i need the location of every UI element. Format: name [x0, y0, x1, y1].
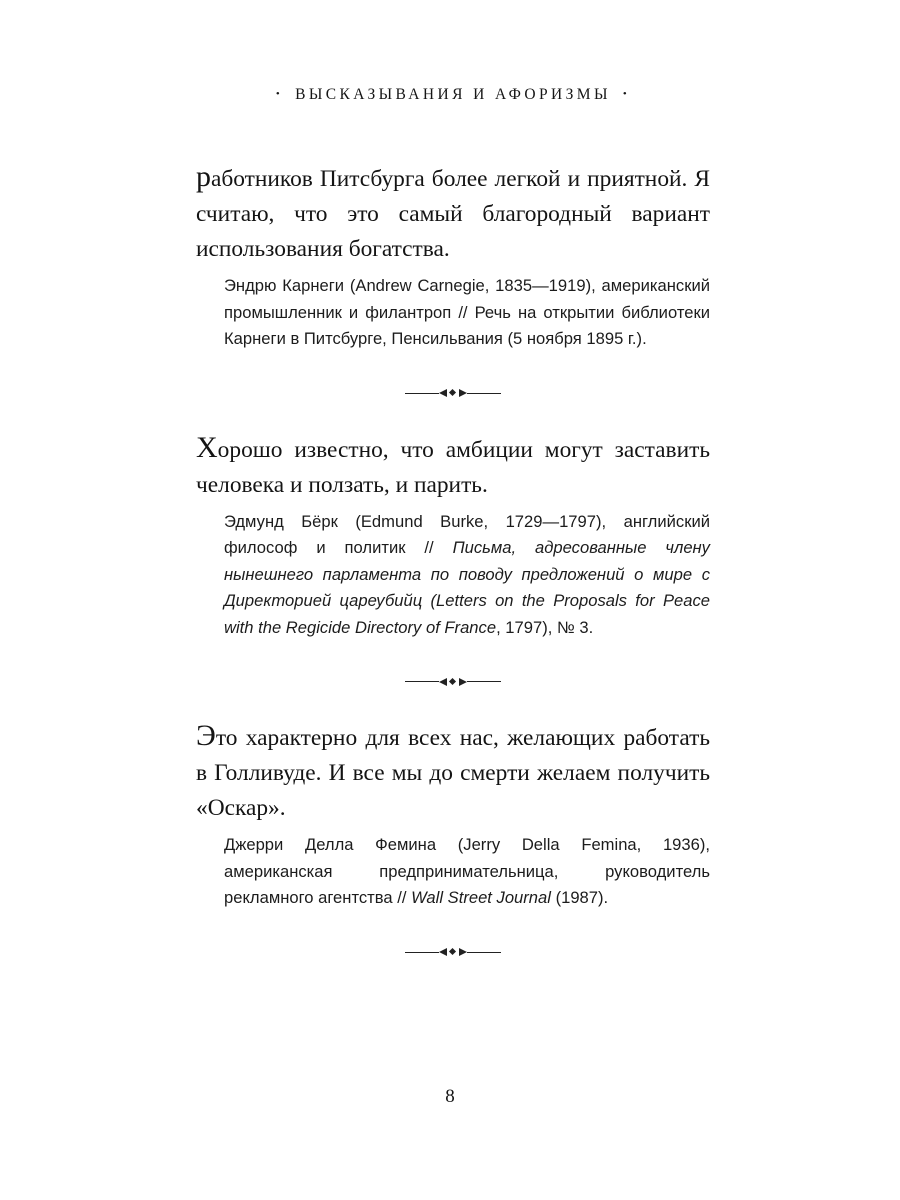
- quote-source: [224, 832, 710, 912]
- quote-text: Это характерно для всех нас, желающих работать в Голливуде. И все мы до смерти желаем получить «Оскар».: [196, 719, 710, 821]
- divider-line-left: [405, 952, 439, 953]
- source-text: , 1797), № 3.: [496, 617, 594, 637]
- page-number: 8: [445, 1086, 455, 1107]
- divider-line-left: [405, 393, 439, 394]
- quote-initial: Э: [196, 719, 216, 752]
- quote-source: [224, 509, 710, 642]
- divider-line-left: [405, 681, 439, 682]
- source-text: Джерри Делла Фемина (Jerry Della Femina, 1936), американская предпринимательница, руководитель рекламного агентства //: [224, 835, 710, 907]
- source-text: Эдмунд Бёрк (Edmund Burke, 1729—1797), английский философ и политик //: [224, 511, 710, 557]
- divider-triangle-left: [439, 678, 447, 686]
- source-text: (1987).: [550, 888, 609, 907]
- divider-triangle-left: [439, 389, 447, 397]
- quote-source: [224, 273, 710, 353]
- section-divider-ornament: [405, 677, 501, 687]
- divider-triangle-right: [459, 948, 467, 956]
- divider-line-right: [467, 681, 501, 682]
- quote-initial: Х: [196, 430, 218, 464]
- quote-entry: [196, 721, 710, 912]
- quote-text: работников Питсбурга более легкой и приятной. Я считаю, что это самый благородный вариант использования богатства.: [196, 160, 710, 262]
- bullet-left-icon: •: [275, 88, 284, 100]
- bullet-right-icon: •: [622, 88, 631, 100]
- divider-diamond: [449, 948, 456, 955]
- section-divider-ornament: [405, 389, 501, 399]
- quote-entry: [196, 162, 710, 353]
- running-head: [196, 86, 710, 104]
- divider-diamond: [449, 389, 456, 396]
- divider-triangle-right: [459, 678, 467, 686]
- divider-triangle-left: [439, 948, 447, 956]
- quote-text: Хорошо известно, что амбиции могут заставить человека и ползать, и парить.: [196, 430, 710, 498]
- divider-line-right: [467, 393, 501, 394]
- quote-entry: [196, 430, 710, 642]
- source-title-italic: Wall Street Journal: [411, 888, 551, 907]
- source-title-italic: Письма, адресованные члену нынешнего парламента по поводу предложений о мире с Директорией цареубийц (Letters on the Proposals for Peace with the Regicide Directory of France: [224, 538, 710, 637]
- divider-triangle-right: [459, 389, 467, 397]
- divider-diamond: [449, 677, 456, 684]
- section-divider-ornament: [405, 948, 501, 958]
- divider-line-right: [467, 952, 501, 953]
- running-head-text: ВЫСКАЗЫВАНИЯ И АФОРИЗМЫ: [295, 86, 611, 103]
- quote-initial: р: [196, 160, 211, 193]
- source-text: Эндрю Карнеги (Andrew Carnegie, 1835—1919), американский промышленник и филантроп // Речь на открытии библиотеки Карнеги в Питсбурге, Пенсильвания (5 ноября 1895 г.).: [224, 276, 710, 348]
